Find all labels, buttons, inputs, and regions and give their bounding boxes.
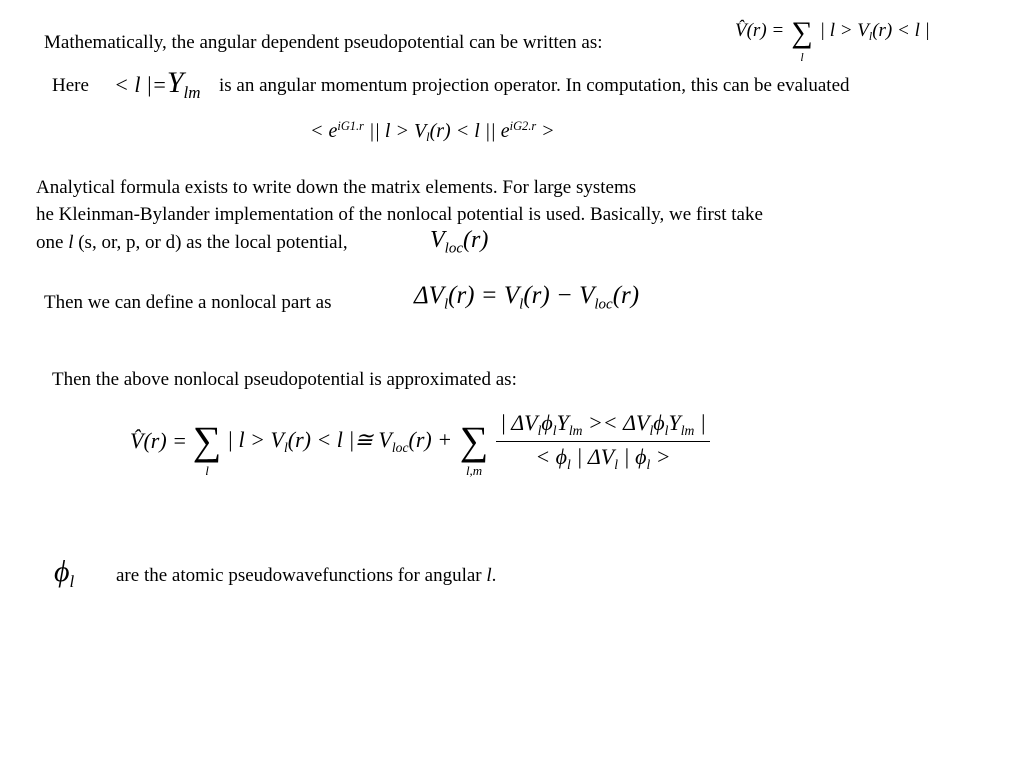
kb-summation-1: ∑ l <box>189 421 225 461</box>
nonlocal-intro: Then we can define a nonlocal part as <box>44 292 332 313</box>
kb-summation-2: ∑ l,m <box>454 421 494 461</box>
kb-lhs: V̂(r) = <box>130 428 187 454</box>
local-potential-formula: $V_{loc}(r)$ <box>430 227 489 257</box>
kb-numerator: | $\Delta V_l\phi_lY_{lm} >< \Delta V_l\phi_lY_{lm}$ | <box>496 410 710 442</box>
nonlocal-part-formula: $\Delta V_l(r) = V_l(r) - V_{loc}(r)$ <box>414 282 640 313</box>
kb-summation-2-index: l,m <box>465 463 483 479</box>
approximation-intro: Then the above nonlocal pseudopotential is approximated as: <box>52 369 517 390</box>
angular-pseudopotential-formula <box>735 16 930 64</box>
paragraph-line-2: he Kleinman-Bylander implementation of the nonlocal potential is used. Basically, we first take <box>36 204 763 225</box>
projection-operator-formula: < l $|=Y_{lm}$ <box>114 66 201 102</box>
kb-denominator: < $\phi_l$ | $\Delta V_l$ | $\phi_l$ > <box>535 443 671 472</box>
formula-rhs: | $l > V_l(r) < l$ | <box>819 20 930 44</box>
kb-summation-1-index: l <box>205 463 209 479</box>
projection-operator-description: is an angular momentum projection operator. In computation, this can be evaluated <box>219 75 850 96</box>
formula-lhs: V̂(r) = <box>735 20 785 41</box>
paragraph-line-1: Analytical formula exists to write down the matrix elements. For large systems <box>36 177 637 198</box>
kb-semilocal-term: | $l > V_l(r) < l$ |≅ $V_{loc}(r)$ + <box>227 426 453 455</box>
summation-symbol: ∑ l <box>789 18 815 48</box>
paragraph-line-3: one l (s, or, p, or d) as the local potential, <box>36 232 348 253</box>
kleinman-bylander-formula <box>130 410 710 479</box>
kb-fraction <box>496 410 710 473</box>
pseudowavefunction-description: are the atomic pseudowavefunctions for angular l. <box>116 565 497 586</box>
pseudowavefunction-symbol: $\phi_l$ <box>54 555 75 591</box>
summation-index: l <box>800 50 804 64</box>
here-label: Here <box>52 75 89 96</box>
intro-sentence: Mathematically, the angular dependent pseudopotential can be written as: <box>44 32 603 53</box>
matrix-element-formula: < $e^{iG1.r}$ || $l > V_l(r) < l$ || $e^{iG2.r}$ > <box>310 119 555 145</box>
